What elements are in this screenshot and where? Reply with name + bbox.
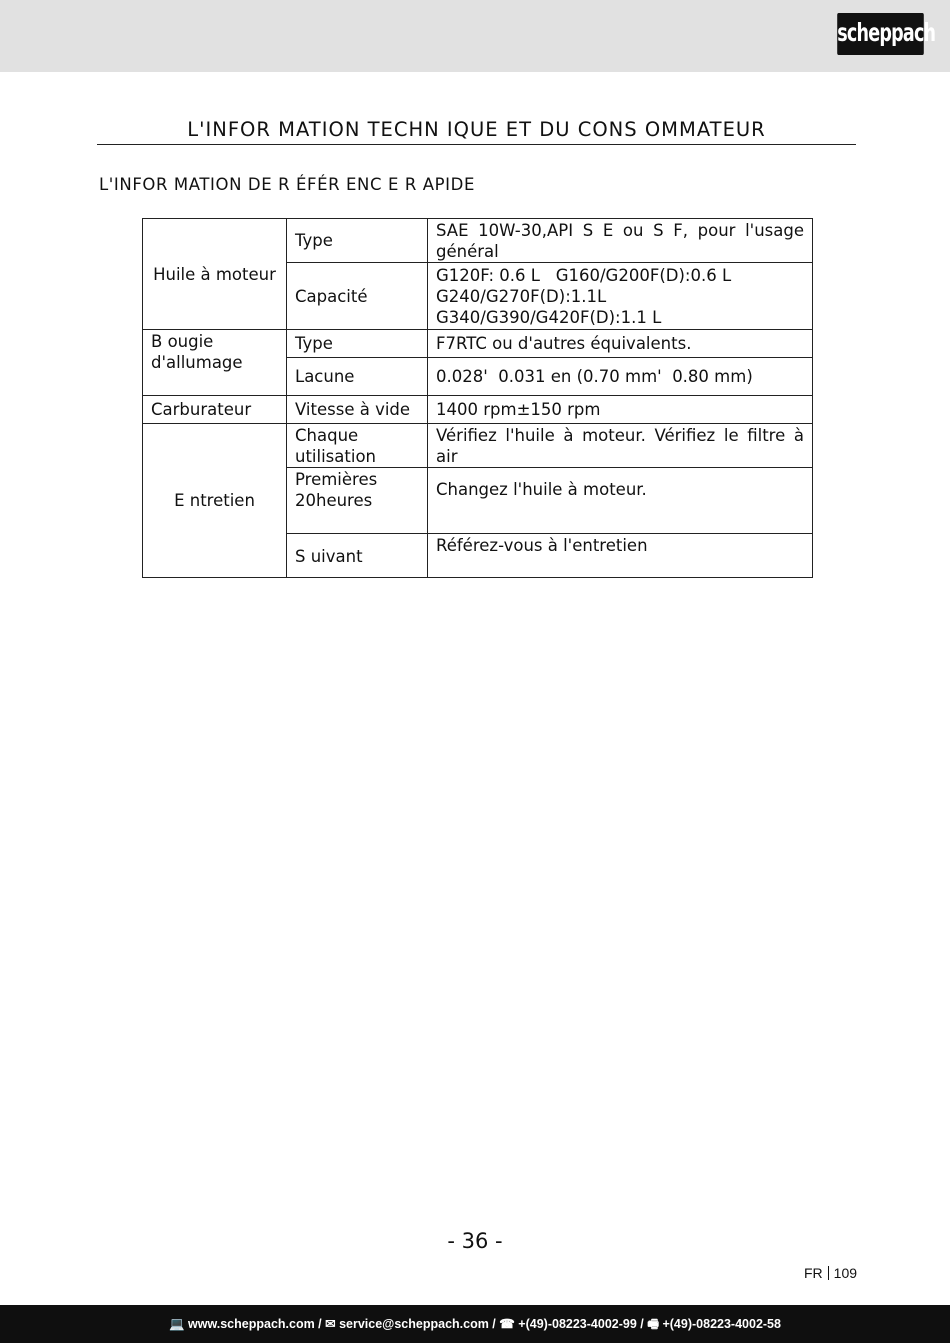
- first-hours-value: Changez l'huile à moteur.: [428, 468, 813, 534]
- oil-type-value: SAE 10W-30,API S E ou S F, pour l'usage général: [428, 219, 813, 263]
- section-heading: L'INFOR MATION DE R ÉFÉR ENC E R APIDE: [99, 175, 475, 194]
- next-label: S uivant: [287, 534, 428, 578]
- contact-bar: 💻 www.scheppach.com / ✉ service@scheppach.com / ☎ +(49)-08223-4002-99 / 🖷 +(49)-08223-4002-58: [0, 1305, 950, 1343]
- table-row: [143, 424, 813, 468]
- table-row: [143, 219, 813, 263]
- oil-type-label: Type: [287, 219, 428, 263]
- plug-type-label: Type: [287, 330, 428, 358]
- each-use-value: Vérifiez l'huile à moteur. Vérifiez le filtre à air: [428, 424, 813, 468]
- plug-type-value: F7RTC ou d'autres équivalents.: [428, 330, 813, 358]
- divider: [828, 1266, 829, 1280]
- plug-gap-value: 0.028' 0.031 en (0.70 mm' 0.80 mm): [428, 358, 813, 396]
- title-divider: [97, 144, 856, 145]
- page-number: - 36 -: [447, 1229, 503, 1253]
- capacity-line: G120F: 0.6 L G160/G200F(D):0.6 L: [436, 265, 732, 285]
- language-code: FR: [804, 1265, 823, 1281]
- first-hours-label-line: Premières: [295, 470, 378, 489]
- table-row: [143, 330, 813, 358]
- maintenance-label: E ntretien: [143, 424, 287, 578]
- oil-capacity-label: Capacité: [287, 263, 428, 330]
- capacity-line: G240/G270F(D):1.1L: [436, 286, 607, 306]
- spark-plug-label-line: d'allumage: [151, 353, 243, 372]
- each-use-label-line: utilisation: [295, 446, 376, 466]
- spark-plug-label: [143, 330, 287, 396]
- next-value: Référez-vous à l'entretien: [428, 534, 813, 578]
- idle-speed-label: Vitesse à vide: [287, 396, 428, 424]
- language-page-ref: [804, 1265, 857, 1281]
- each-use-label: [287, 424, 428, 468]
- idle-speed-value: 1400 rpm±150 rpm: [428, 396, 813, 424]
- page-reference: 109: [833, 1265, 858, 1281]
- oil-capacity-value: [428, 263, 813, 330]
- quick-reference-table: [142, 218, 813, 578]
- plug-gap-label: Lacune: [287, 358, 428, 396]
- page-title: L'INFOR MATION TECHN IQUE ET DU CONS OMMATEUR: [187, 118, 766, 141]
- carburetor-label: Carburateur: [143, 396, 287, 424]
- first-hours-label-line: 20heures: [295, 491, 373, 510]
- table-row: [143, 396, 813, 424]
- each-use-label-line: Chaque: [295, 425, 359, 445]
- capacity-line: G340/G390/G420F(D):1.1 L: [436, 307, 662, 327]
- first-hours-label: [287, 468, 428, 534]
- spark-plug-label-line: B ougie: [151, 332, 214, 351]
- header-bar: [0, 0, 950, 72]
- brand-logo: scheppach: [837, 13, 924, 55]
- engine-oil-label: Huile à moteur: [143, 219, 287, 330]
